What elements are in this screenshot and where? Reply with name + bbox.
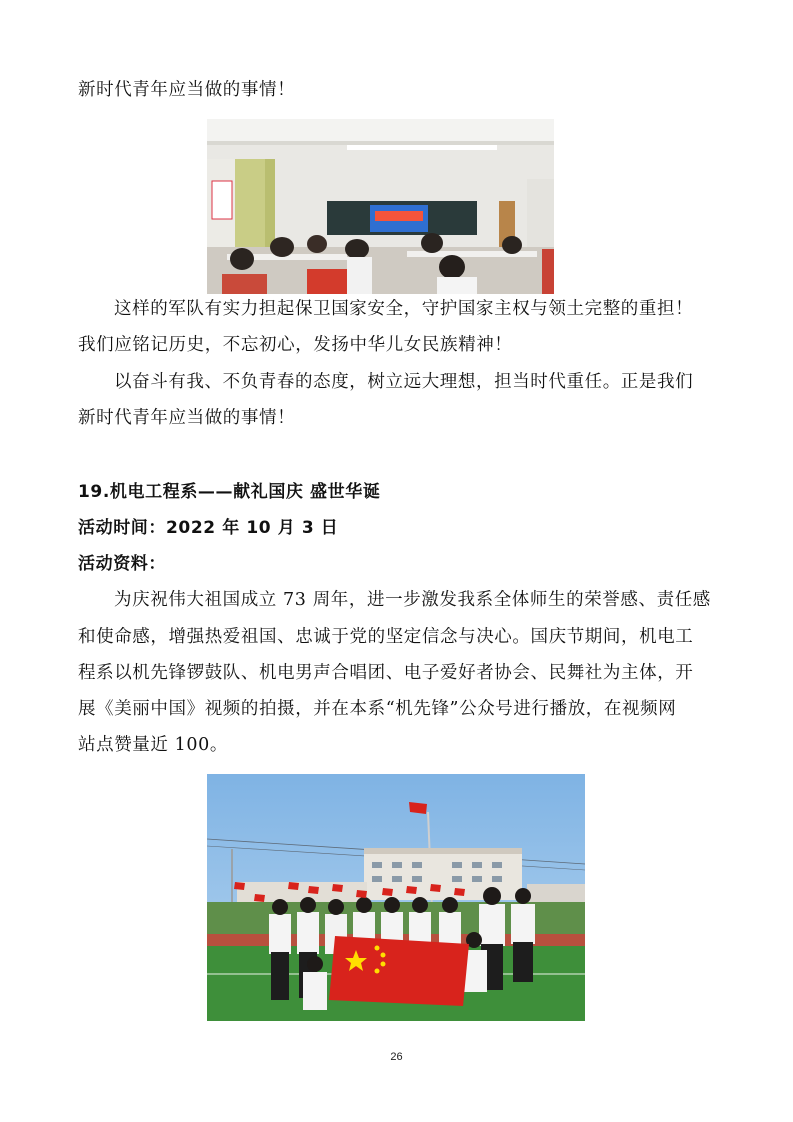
group-flag-photo (207, 774, 585, 1021)
page-number: 26 (390, 1051, 403, 1063)
activity-time: 活动时间：2022 年 10 月 3 日 (78, 518, 339, 538)
text-line: 这样的军队有实力担起保卫国家安全，守护国家主权与领土完整的重担！ (114, 299, 694, 319)
text-line: 以奋斗有我、不负青春的态度，树立远大理想，担当时代重任。正是我们 (114, 372, 694, 392)
classroom-photo (207, 119, 554, 294)
text-line: 我们应铭记历史，不忘初心，发扬中华儿女民族精神！ (78, 335, 513, 355)
text-line: 程系以机先锋锣鼓队、机电男声合唱团、电子爱好者协会、民舞社为主体，开 (78, 663, 694, 683)
section-title: 19.机电工程系——献礼国庆 盛世华诞 (78, 482, 381, 502)
text-line: 和使命感，增强热爱祖国、忠诚于党的坚定信念与决心。国庆节期间，机电工 (78, 627, 694, 647)
text-line: 新时代青年应当做的事情！ (78, 80, 296, 100)
text-line: 展《美丽中国》视频的拍摄，并在本系“机先锋”公众号进行播放，在视频网 (78, 699, 677, 719)
activity-material-label: 活动资料： (78, 554, 166, 574)
text-line: 站点赞量近 100。 (78, 735, 228, 755)
text-line: 新时代青年应当做的事情！ (78, 408, 296, 428)
text-line: 为庆祝伟大祖国成立 73 周年，进一步激发我系全体师生的荣誉感、责任感 (114, 590, 711, 610)
